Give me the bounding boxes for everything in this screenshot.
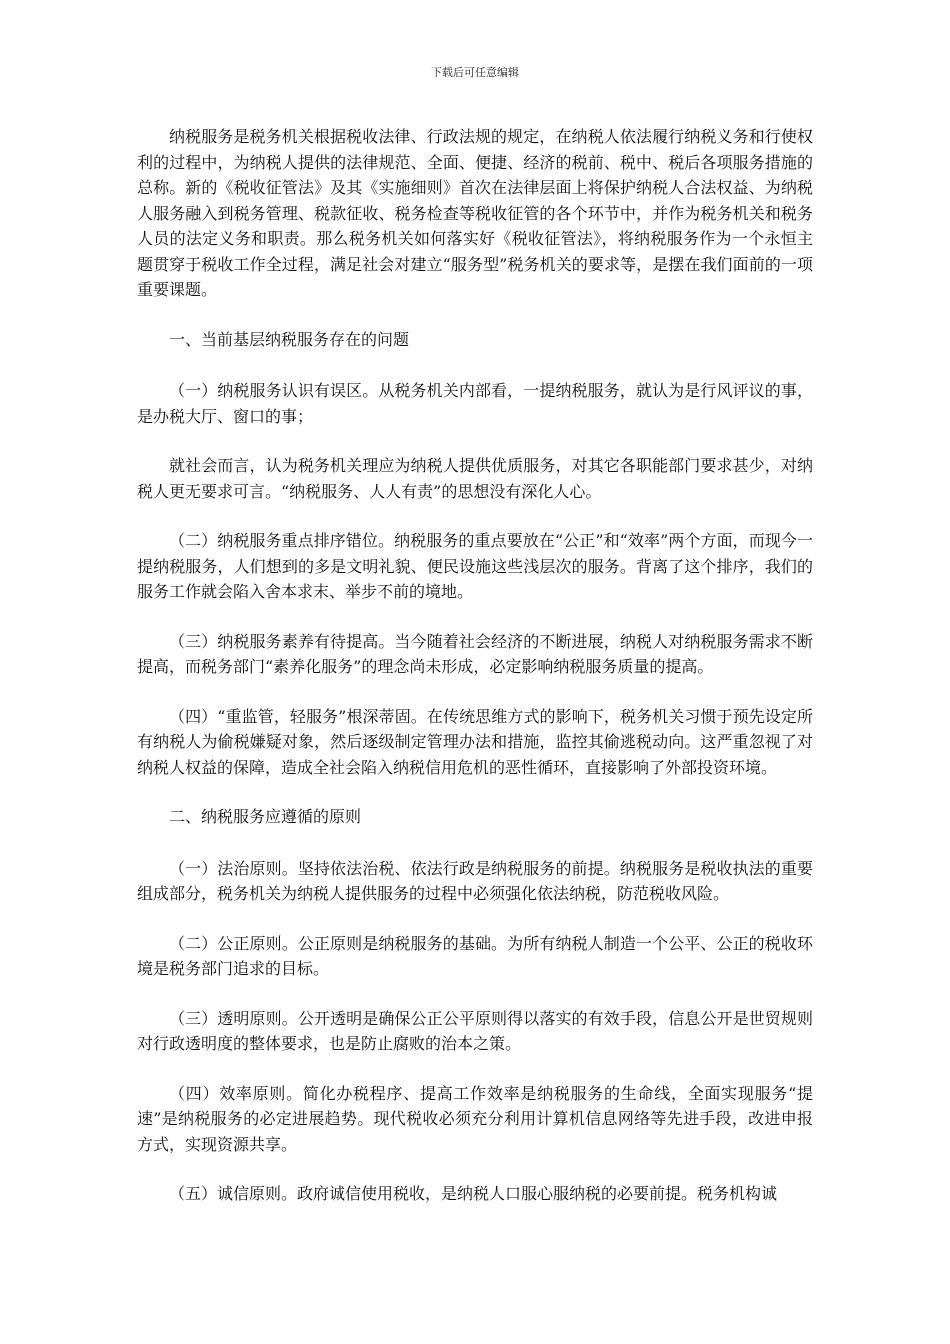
paragraph: （四）效率原则。简化办税程序、提高工作效率是纳税服务的生命线，全面实现服务“提速”是纳税服务的必定进展趋势。现代税收必须充分利用计算机信息网络等先进手段，改进申报方式，实现资源共享。 bbox=[137, 1083, 813, 1154]
paragraph: （一）纳税服务认识有误区。从税务机关内部看，一提纳税服务，就认为是行风评议的事，是办税大厅、窗口的事； bbox=[137, 381, 813, 426]
paragraph: （二）公正原则。公正原则是纳税服务的基础。为所有纳税人制造一个公平、公正的税收环境是税务部门追求的目标。 bbox=[137, 933, 813, 978]
page-header: 下载后可任意编辑 bbox=[431, 66, 519, 79]
paragraph: （二）纳税服务重点排序错位。纳税服务的重点要放在“公正”和“效率”两个方面，而现今一提纳税服务，人们想到的多是文明礼貌、便民设施这些浅层次的服务。背离了这个排序，我们的服务工作就会陷入舍本求末、举步不前的境地。 bbox=[137, 531, 813, 601]
section-heading-2: 二、纳税服务应遵循的原则 bbox=[169, 807, 362, 826]
paragraph: （三）纳税服务素养有待提高。当今随着社会经济的不断进展，纳税人对纳税服务需求不断提高，而税务部门“素养化服务”的理念尚未形成，必定影响纳税服务质量的提高。 bbox=[137, 631, 813, 676]
section-heading-1: 一、当前基层纳税服务存在的问题 bbox=[169, 329, 410, 349]
intro-paragraph: 纳税服务是税务机关根据税收法律、行政法规的规定，在纳税人依法履行纳税义务和行使权利的过程中，为纳税人提供的法律规范、全面、便捷、经济的税前、税中、税后各项服务措施的总称。新的《税收征管法》及其《实施细则》首次在法律层面上将保护纳税人合法权益、为纳税人服务融入到税务管理、税款征收、税务检查等税收征管的各个环节中，并作为税务机关和税务人员的法定义务和职责。那么税务机关如何落实好《税收征管法》，将纳税服务作为一个永恒主题贯穿于税收工作全过程，满足社会对建立“服务型”税务机关的要求等，是摆在我们面前的一项重要课题。 bbox=[137, 127, 813, 299]
paragraph: （一）法治原则。坚持依法治税、依法行政是纳税服务的前提。纳税服务是税收执法的重要组成部分，税务机关为纳税人提供服务的过程中必须强化依法纳税，防范税收风险。 bbox=[137, 858, 813, 903]
paragraph: （五）诚信原则。政府诚信使用税收，是纳税人口服心服纳税的必要前提。税务机构诚 bbox=[169, 1184, 778, 1203]
paragraph: 就社会而言，认为税务机关理应为纳税人提供优质服务，对其它各职能部门要求甚少，对纳税人更无要求可言。“纳税服务、人人有责”的思想没有深化人心。 bbox=[137, 456, 813, 501]
document-body bbox=[137, 124, 813, 1207]
paragraph: （三）透明原则。公开透明是确保公正公平原则得以落实的有效手段，信息公开是世贸规则对行政透明度的整体要求，也是防止腐败的治本之策。 bbox=[137, 1008, 813, 1053]
paragraph: （四）“重监管，轻服务”根深蒂固。在传统思维方式的影响下，税务机关习惯于预先设定所有纳税人为偷税嫌疑对象，然后逐级制定管理办法和措施，监控其偷逃税动向。这严重忽视了对纳税人权益的保障，造成全社会陷入纳税信用危机的恶性循环，直接影响了外部投资环境。 bbox=[137, 706, 813, 777]
